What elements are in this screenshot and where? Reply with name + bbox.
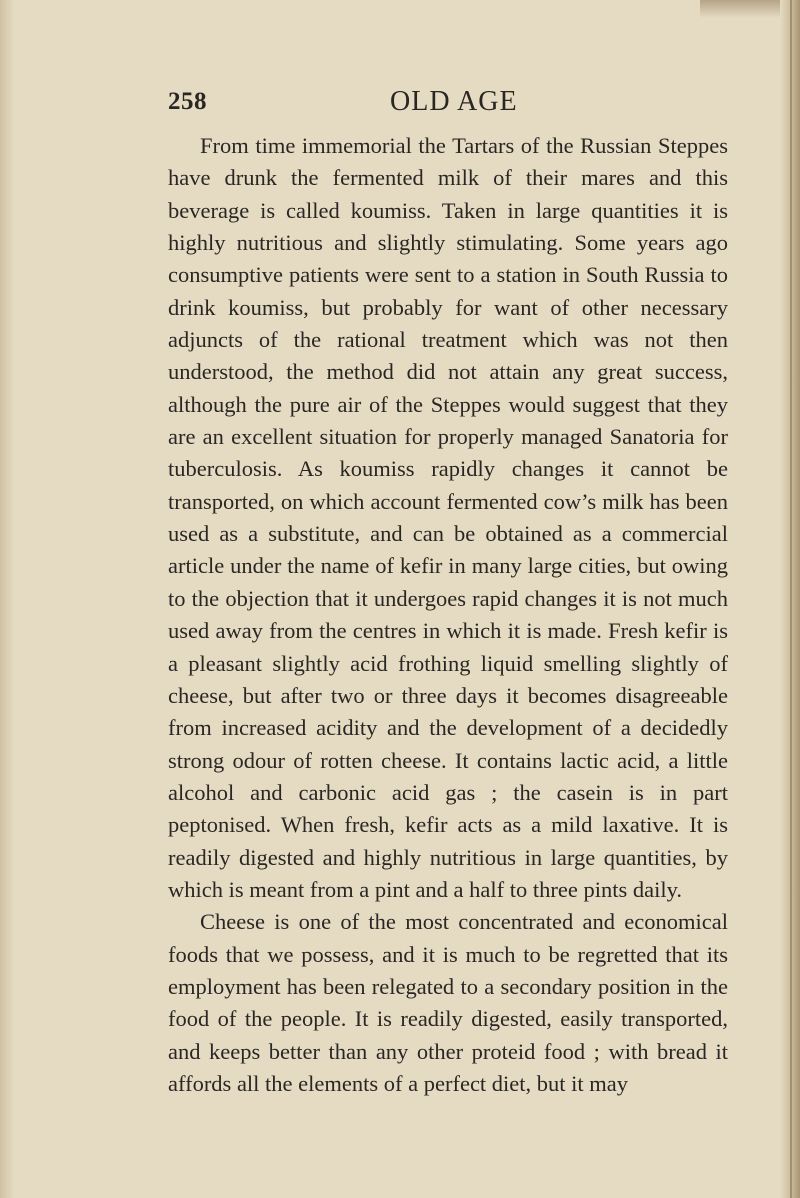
page-left-edge-shadow	[0, 0, 14, 1198]
paragraph-koumiss-kefir: From time immemorial the Tartars of the Russian Steppes have drunk the fermented milk of their mares and this beverage is called koumiss. Taken in large quantities it is highly nutritious and slightly stimulating. Some years ago consumptive patients were sent to a station in South Russia to drink koumiss, but probably for want of other necessary adjuncts of the rational treatment which was not then understood, the method did not attain any great success, although the pure air of the Steppes would suggest that they are an excellent situation for properly managed Sanatoria for tuberculosis. As koumiss rapidly changes it cannot be transported, on which account fermented cow’s milk has been used as a substitute, and can be obtained as a commercial article under the name of kefir in many large cities, but owing to the objection that it undergoes rapid changes it is not much used away from the centres in which it is made. Fresh kefir is a pleasant slightly acid frothing liquid smelling slightly of cheese, but after two or three days it becomes disagreeable from increased acidity and the development of a decidedly strong odour of rotten cheese. It contains lactic acid, a little alcohol and carbonic acid gas ; the casein is in part peptonised. When fresh, kefir acts as a mild laxative. It is readily digested and highly nutritious in large quantities, by which is meant from a pint and a half to three pints daily.	[168, 133, 728, 902]
page-header	[168, 86, 728, 122]
body-text	[168, 130, 728, 1100]
paragraph-cheese: Cheese is one of the most concentrated and economical foods that we possess, and it is much to be regretted that its employment has been relegated to a secondary position in the food of the people. It is readily digested, easily transported, and keeps better than any other proteid food ; with bread it affords all the elements of a perfect diet, but it may	[168, 909, 728, 1096]
page-binding-line	[790, 0, 792, 1198]
page-number: 258	[168, 88, 207, 115]
running-head: OLD AGE	[390, 86, 518, 117]
